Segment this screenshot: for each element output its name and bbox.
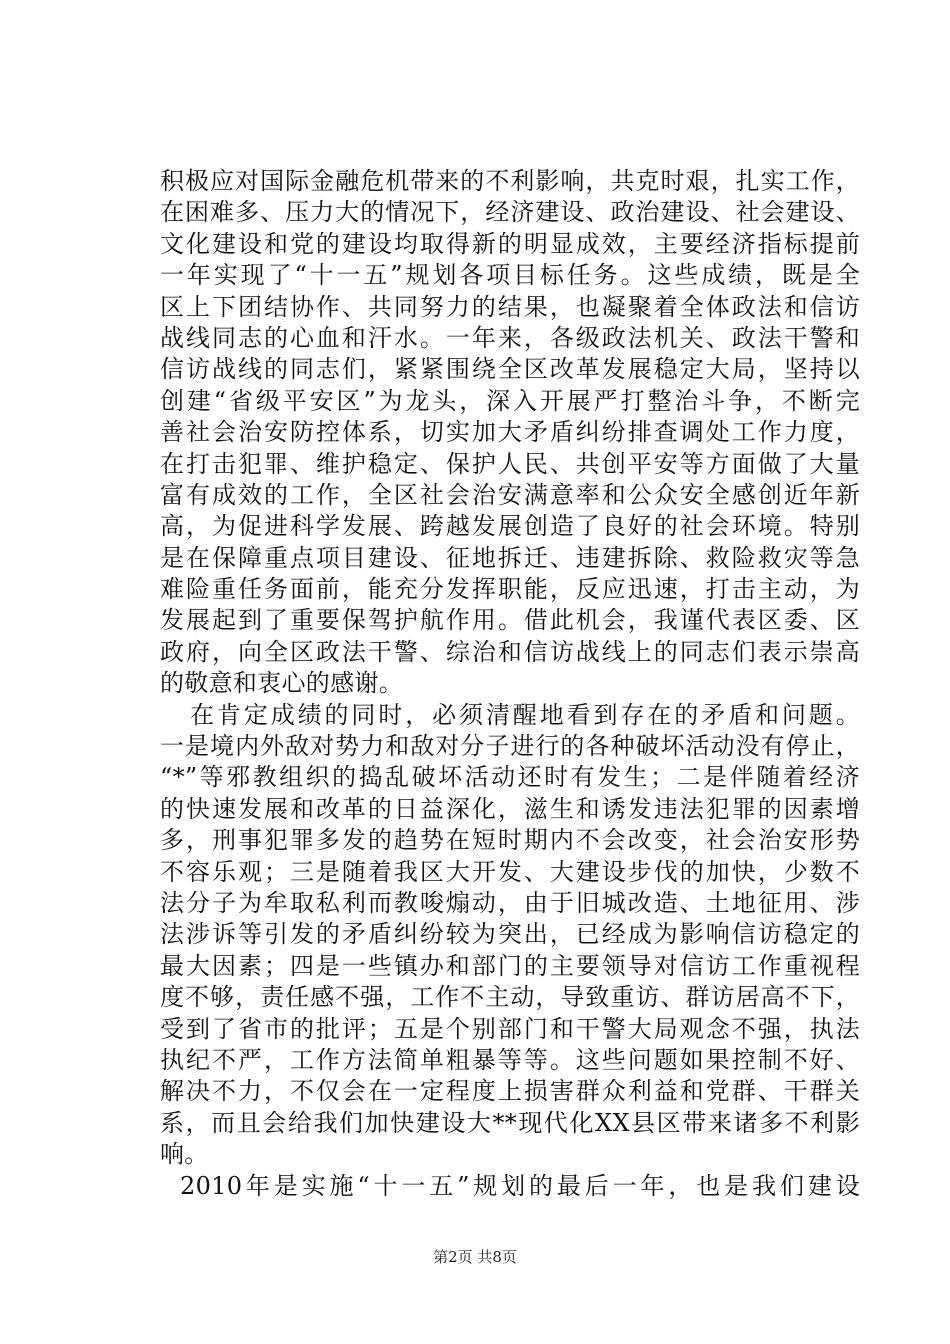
text-line: 的敬意和衷心的感谢。 [160,669,403,698]
text-line: 是在保障重点项目建设、征地拆迁、违建拆除、救险救灾等急 [160,543,860,572]
text-line: 战线同志的心血和汗水。一年来，各级政法机关、政法干警和 [160,323,860,352]
page-number-footer: 第2页 共8页 [433,1248,517,1266]
text-line: 响。 [160,1140,209,1169]
text-line: 区上下团结协作、共同努力的结果，也凝聚着全体政法和信访 [160,292,860,321]
text-line: 一年实现了“十一五”规划各项目标任务。这些成绩，既是全 [160,261,860,290]
text-line: 多，刑事犯罪多发的趋势在短时期内不会改变，社会治安形势 [160,826,860,855]
text-line: 法涉诉等引发的矛盾纠纷较为突出，已经成为影响信访稳定的 [160,920,860,949]
paragraph-start-line: 在肯定成绩的同时，必须清醒地看到存在的矛盾和问题。 [190,700,860,729]
text-line: 在打击犯罪、维护稳定、保护人民、共创平安等方面做了大量 [160,449,860,478]
text-line: 执纪不严，工作方法简单粗暴等等。这些问题如果控制不好、 [160,1045,860,1074]
paragraph-start-line: 2010年是实施“十一五”规划的最后一年，也是我们建设 [180,1171,860,1200]
text-line: 不容乐观；三是随着我区大开发、大建设步伐的加快，少数不 [160,857,860,886]
text-line: 受到了省市的批评；五是个别部门和干警大局观念不强，执法 [160,1014,860,1043]
text-line: 解决不力，不仅会在一定程度上损害群众利益和党群、干群关 [160,1077,860,1106]
text-line: “*”等邪教组织的捣乱破坏活动还时有发生；二是伴随着经济 [160,763,860,792]
text-line: 法分子为牟取私利而教唆煽动，由于旧城改造、土地征用、涉 [160,888,860,917]
text-line: 积极应对国际金融危机带来的不利影响，共克时艰，扎实工作， [160,167,860,195]
text-line: 文化建设和党的建设均取得新的明显成效，主要经济指标提前 [160,229,860,258]
text-line: 最大因素；四是一些镇办和部门的主要领导对信访工作重视程 [160,951,860,980]
document-body [160,166,860,1202]
text-line: 信访战线的同志们，紧紧围绕全区改革发展稳定大局，坚持以 [160,355,860,384]
text-line: 系，而且会给我们加快建设大**现代化XX县区带来诸多不利影 [160,1108,860,1137]
text-line: 高，为促进科学发展、跨越发展创造了良好的社会环境。特别 [160,512,860,541]
text-line: 一是境内外敌对势力和敌对分子进行的各种破坏活动没有停止， [160,732,860,761]
text-line: 难险重任务面前，能充分发挥职能，反应迅速，打击主动，为 [160,575,860,604]
text-line: 政府，向全区政法干警、综治和信访战线上的同志们表示崇高 [160,637,860,666]
text-line: 富有成效的工作，全区社会治安满意率和公众安全感创近年新 [160,480,860,509]
text-line: 的快速发展和改革的日益深化，滋生和诱发违法犯罪的因素增 [160,794,860,823]
text-line: 发展起到了重要保驾护航作用。借此机会，我谨代表区委、区 [160,606,860,635]
text-line: 在困难多、压力大的情况下，经济建设、政治建设、社会建设、 [160,198,860,227]
text-line: 度不够，责任感不强，工作不主动，导致重访、群访居高不下， [160,983,860,1012]
text-line: 创建“省级平安区”为龙头，深入开展严打整治斗争，不断完 [160,386,860,415]
text-line: 善社会治安防控体系，切实加大矛盾纠纷排查调处工作力度， [160,418,860,447]
